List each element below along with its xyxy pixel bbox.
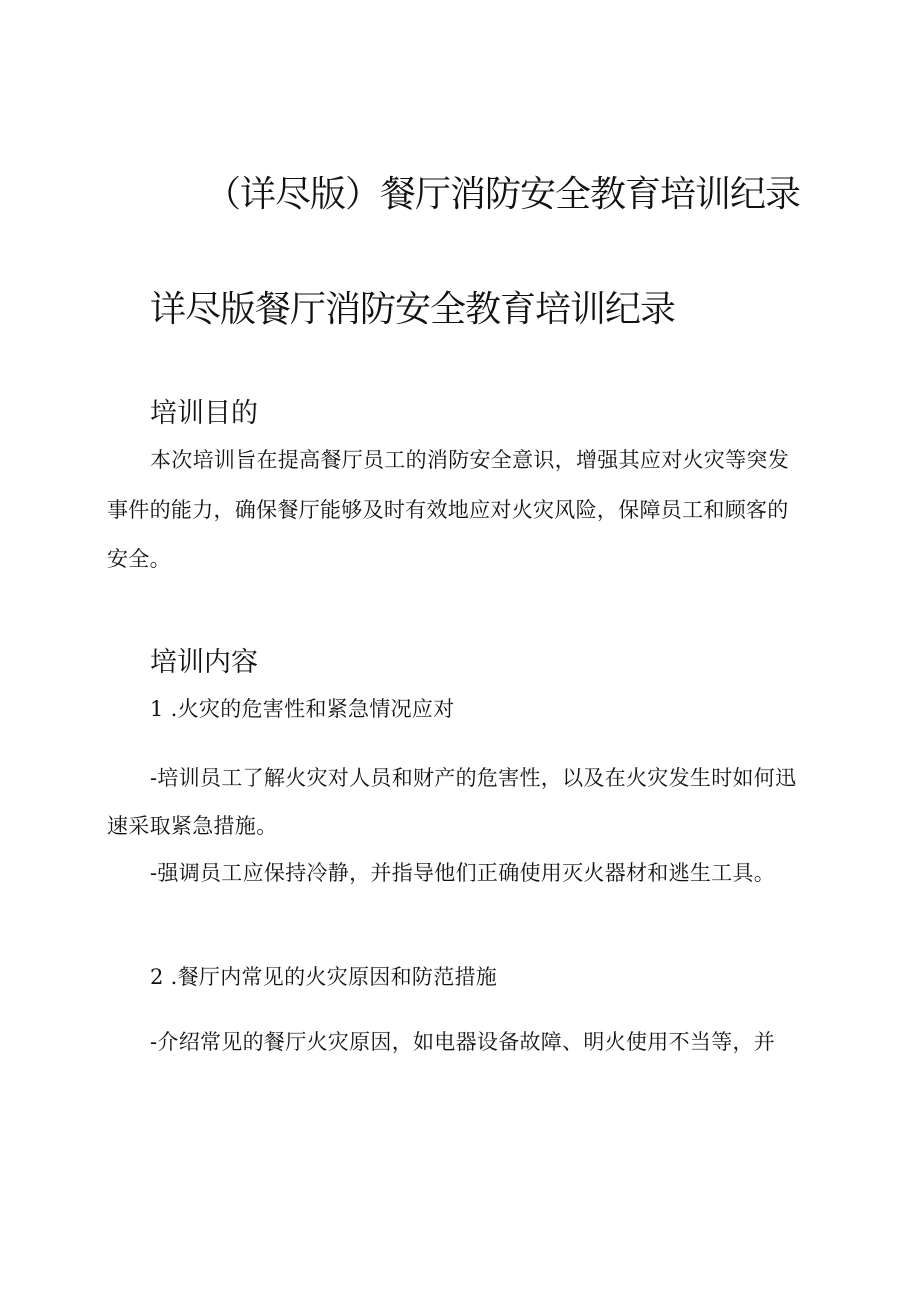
- item-2-bullet-1: -介绍常见的餐厅火灾原因，如电器设备故障、明火使用不当等，并: [150, 1030, 776, 1054]
- purpose-line-2: 事件的能力，确保餐厅能够及时有效地应对火灾风险，保障员工和顾客的: [107, 498, 789, 522]
- item-1-bullet-1-line-2: 速采取紧急措施。: [107, 814, 278, 838]
- purpose-line-1: 本次培训旨在提高餐厅员工的消防安全意识，增强其应对火灾等突发: [150, 448, 789, 472]
- purpose-line-3: 安全。: [107, 547, 171, 571]
- content-item-1-title: 1 .火灾的危害性和紧急情况应对: [150, 697, 455, 721]
- document-title: （详尽版）餐厅消防安全教育培训纪录: [205, 174, 801, 215]
- section-heading-content: 培训内容: [150, 647, 258, 678]
- section-heading-purpose: 培训目的: [150, 398, 258, 429]
- content-item-2-title: 2 .餐厅内常见的火灾原因和防范措施: [150, 965, 498, 989]
- item-1-bullet-1-line-1: -培训员工了解火灾对人员和财产的危害性，以及在火灾发生时如何迅: [150, 766, 797, 790]
- document-subtitle: 详尽版餐厅消防安全教育培训纪录: [150, 289, 676, 330]
- item-1-bullet-2: -强调员工应保持冷静，并指导他们正确使用灭火器材和逃生工具。: [150, 861, 776, 885]
